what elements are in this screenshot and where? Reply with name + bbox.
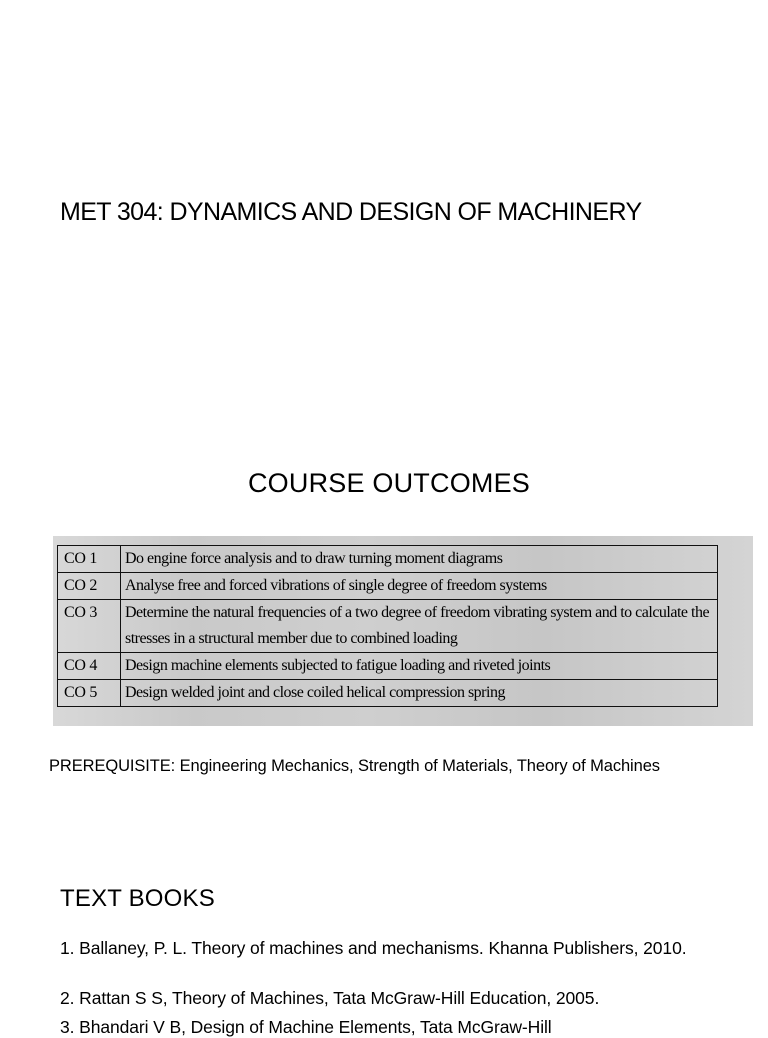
course-outcomes-heading: COURSE OUTCOMES [247,468,531,498]
co-code: CO 1 [58,546,121,573]
course-outcomes-panel [53,536,753,726]
course-outcomes-table [57,545,718,707]
text-book-item: 2. Rattan S S, Theory of Machines, Tata McGraw-Hill Education, 2005. [60,988,600,1008]
co-code: CO 5 [58,680,121,707]
text-book-item: 1. Ballaney, P. L. Theory of machines and mechanisms. Khanna Publishers, 2010. [60,938,687,958]
co-code: CO 3 [58,600,121,653]
page-title: MET 304: DYNAMICS AND DESIGN OF MACHINERY [60,198,642,226]
prerequisite-text: PREREQUISITE: Engineering Mechanics, Strength of Materials, Theory of Machines [49,757,660,775]
co-description: Design machine elements subjected to fatigue loading and riveted joints [121,653,718,680]
co-description: Determine the natural frequencies of a two degree of freedom vibrating system and to calculate the stresses in a structural member due to combined loading [121,600,718,653]
table-row [58,600,718,653]
co-description: Design welded joint and close coiled helical compression spring [121,680,718,707]
table-row [58,653,718,680]
co-code: CO 2 [58,573,121,600]
table-row [58,680,718,707]
table-row [58,573,718,600]
text-books-heading: TEXT BOOKS [60,885,215,912]
co-description: Analyse free and forced vibrations of single degree of freedom systems [121,573,718,600]
co-code: CO 4 [58,653,121,680]
table-row [58,546,718,573]
text-book-item: 3. Bhandari V B, Design of Machine Elements, Tata McGraw-Hill [60,1017,552,1037]
co-description: Do engine force analysis and to draw turning moment diagrams [121,546,718,573]
